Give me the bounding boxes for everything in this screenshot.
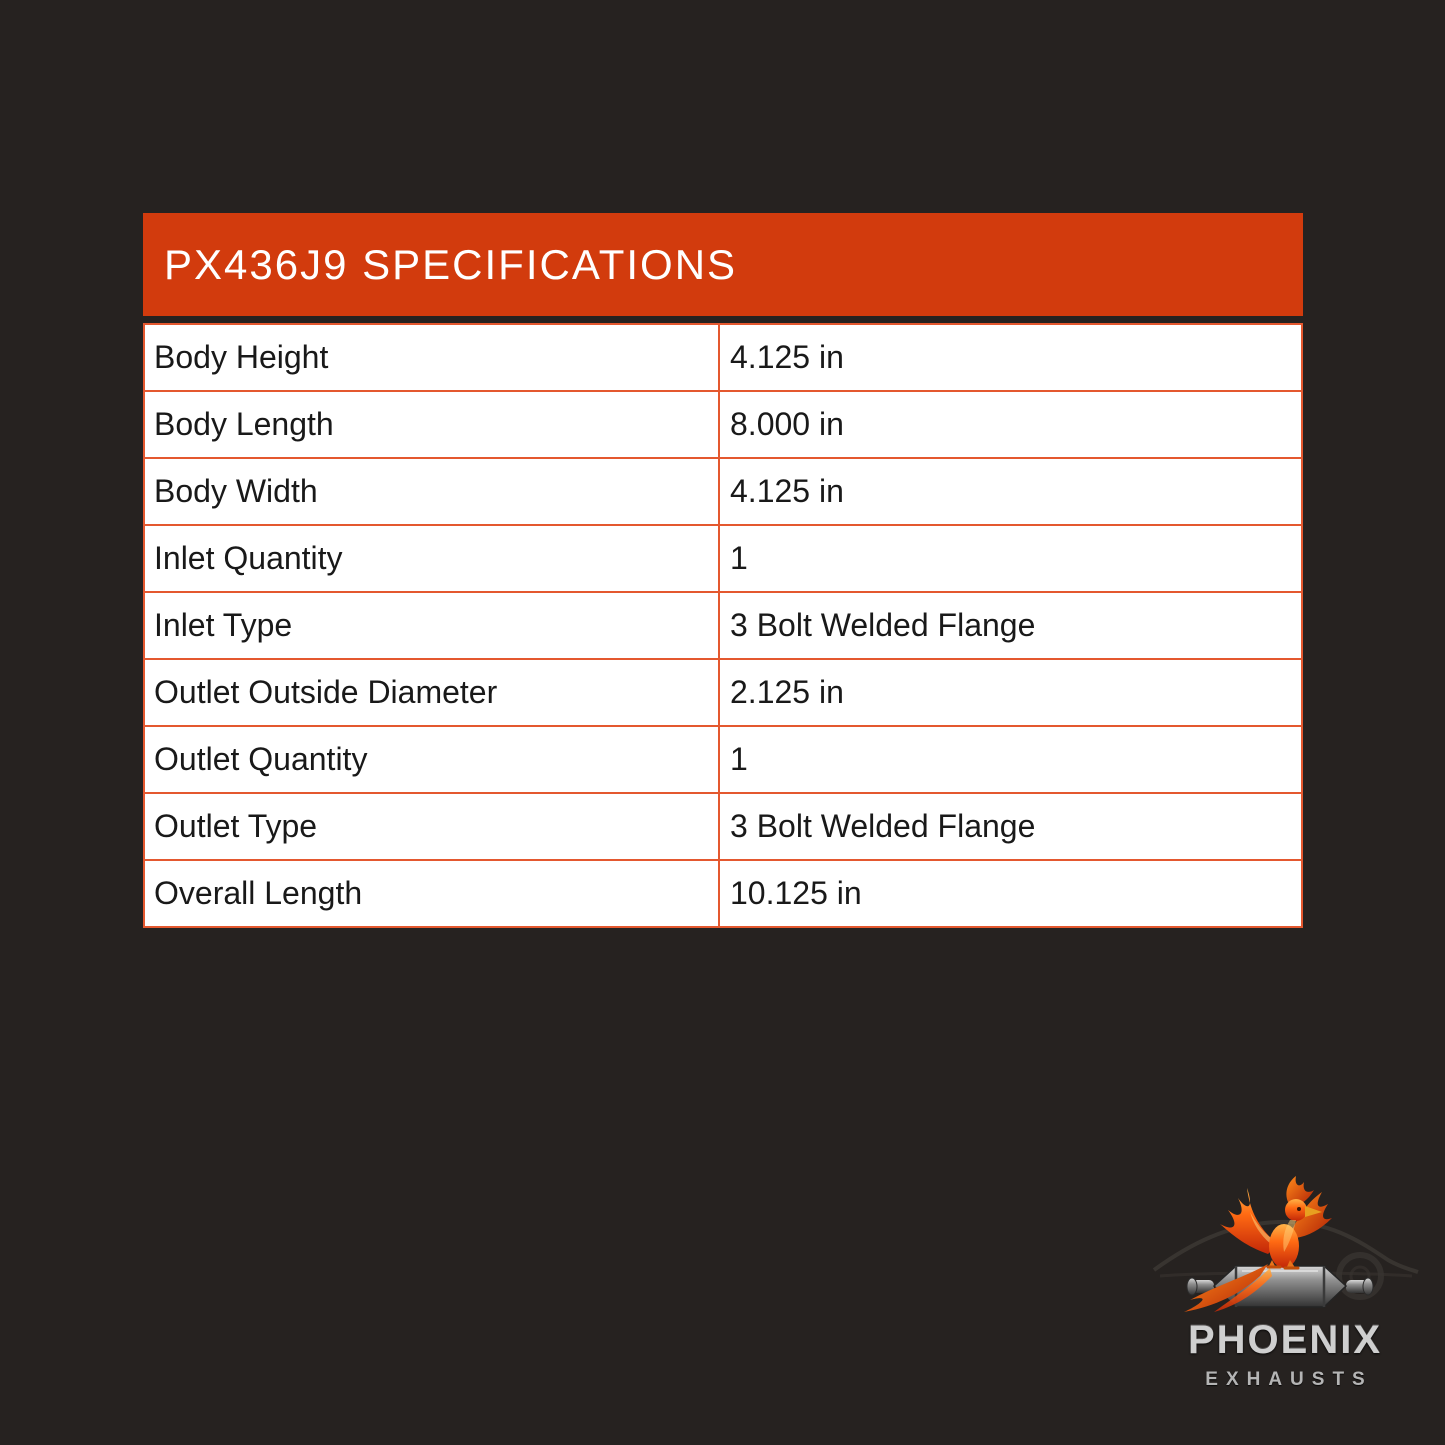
spec-label: Outlet Outside Diameter	[145, 660, 720, 725]
spec-value: 4.125 in	[730, 339, 844, 375]
table-row	[145, 794, 1301, 861]
table-row	[145, 727, 1301, 794]
spec-label: Outlet Quantity	[145, 727, 720, 792]
table-row	[145, 660, 1301, 727]
spec-value: 1	[730, 741, 748, 777]
table-row	[145, 325, 1301, 392]
table-row	[145, 593, 1301, 660]
spec-label: Outlet Type	[145, 794, 720, 859]
spec-label: Inlet Quantity	[145, 526, 720, 591]
spec-label: Body Width	[145, 459, 720, 524]
brand-name: PHOENIX	[1187, 1318, 1383, 1362]
table-row	[145, 526, 1301, 593]
spec-value: 2.125 in	[730, 674, 844, 710]
spec-value: 4.125 in	[730, 473, 844, 509]
spec-label: Overall Length	[145, 861, 720, 926]
phoenix-on-muffler-icon	[1150, 1172, 1420, 1322]
brand-tagline: EXHAUSTS	[1205, 1369, 1373, 1390]
spec-value: 1	[730, 540, 748, 576]
spec-value: 3 Bolt Welded Flange	[730, 808, 1036, 844]
table-row	[145, 392, 1301, 459]
spec-label: Body Length	[145, 392, 720, 457]
spec-label: Body Height	[145, 325, 720, 390]
table-row	[145, 861, 1301, 926]
brand-logo	[1140, 1172, 1430, 1391]
table-row	[145, 459, 1301, 526]
spec-value: 3 Bolt Welded Flange	[730, 607, 1036, 643]
spec-table	[143, 323, 1303, 928]
spec-value: 8.000 in	[730, 406, 844, 442]
spec-card	[143, 213, 1303, 928]
spec-card-title: PX436J9 SPECIFICATIONS	[143, 213, 1303, 316]
spec-value: 10.125 in	[730, 875, 862, 911]
spec-label: Inlet Type	[145, 593, 720, 658]
